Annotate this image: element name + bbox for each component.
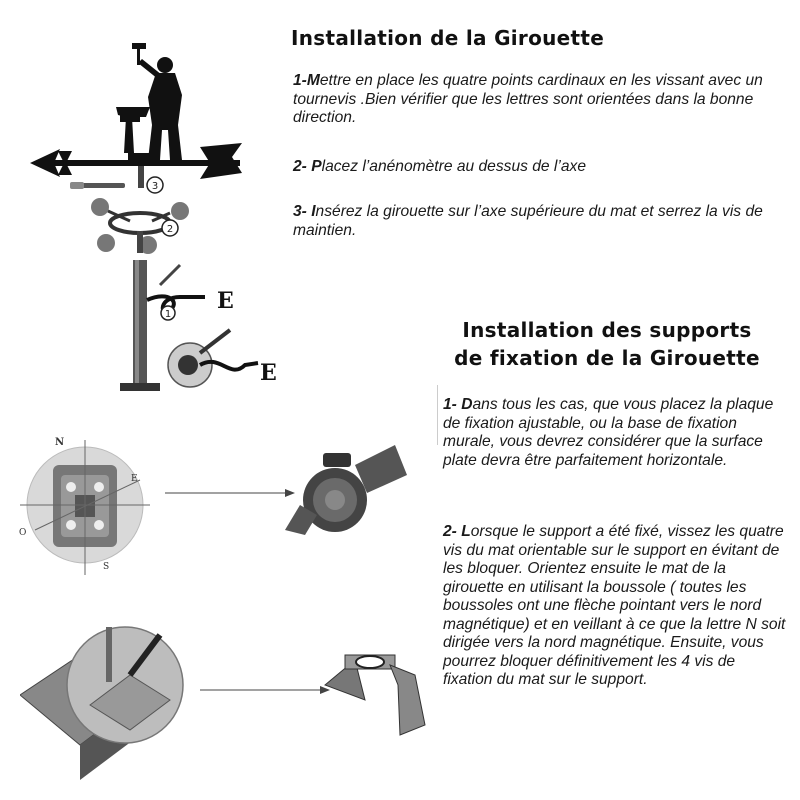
section1-step1 bbox=[293, 72, 793, 128]
step-lead-letter: P bbox=[311, 158, 322, 175]
step-text: lacez l’anénomètre au dessus de l’axe bbox=[321, 158, 586, 175]
compass-device bbox=[285, 445, 407, 535]
step-lead-letter: M bbox=[306, 72, 320, 89]
step-lead-letter: I bbox=[311, 203, 316, 220]
compass-letter-e: E bbox=[131, 474, 138, 484]
callout-2: 2 bbox=[166, 224, 174, 235]
section2-title-line2: de fixation de la Girouette bbox=[454, 346, 760, 370]
bracket-plate bbox=[325, 655, 425, 735]
weathervane-assembly-illustration bbox=[20, 35, 290, 405]
callout-1: 1 bbox=[164, 309, 172, 320]
step-number: 1- bbox=[293, 72, 307, 89]
step-text: orsque le support a été fixé, vissez les quatre vis du mat orientable sur le support en évitant de les bloquer. Orientez ensuite le mat de la girouette en utilisant la boussole ( toutes les boussoles ont une flèche pointant vers le nord magnétique) et en veillant à ce que la lettre N soit dirigée vers la nord magnétique. Ensuite, vous pourrez bloquer définitivement les 4 vis de fixation du mat sur le support. bbox=[443, 523, 786, 688]
cardinal-letter-e-detail: E bbox=[260, 360, 277, 386]
compass-letter-n: N bbox=[55, 437, 65, 448]
section2-title bbox=[437, 316, 777, 372]
section1-title: Installation de la Girouette bbox=[291, 26, 605, 50]
step-number: 1- bbox=[443, 396, 462, 413]
section1-step3 bbox=[293, 203, 793, 240]
arrow-bar bbox=[30, 143, 242, 179]
section1-step2 bbox=[293, 158, 793, 177]
section2-title-line1: Installation des supports bbox=[462, 318, 752, 342]
detail-zoom bbox=[168, 330, 258, 387]
step-number: 2- bbox=[293, 158, 312, 175]
section2-step2 bbox=[443, 523, 788, 690]
step-text: ettre en place les quatre points cardinaux en les vissant avec un tournevis .Bien vérifier que les lettres sont orientées dans la bonne direction. bbox=[293, 72, 763, 126]
step-text: nsérez la girouette sur l’axe supérieure du mat et serrez la vis de maintien. bbox=[293, 203, 763, 239]
compass-letter-s: S bbox=[103, 562, 110, 572]
callout-3: 3 bbox=[151, 181, 159, 192]
mounting-bracket-illustration bbox=[20, 615, 430, 785]
cardinal-letter-e: E bbox=[217, 288, 234, 314]
step-lead-letter: L bbox=[461, 523, 471, 540]
step-text: ans tous les cas, que vous placez la plaque de fixation ajustable, ou la base de fixation murale, vous devrez considérer que la surface plate devra être parfaitement horizontale. bbox=[443, 396, 774, 469]
step-lead-letter: D bbox=[461, 396, 473, 413]
divider bbox=[437, 385, 438, 445]
compass-letter-o: O bbox=[19, 528, 27, 538]
compass-orientation-illustration bbox=[15, 435, 435, 585]
blacksmith-silhouette bbox=[116, 43, 182, 163]
step-number: 3- bbox=[293, 203, 312, 220]
step-number: 2- bbox=[443, 523, 462, 540]
section2-step1 bbox=[443, 396, 788, 470]
